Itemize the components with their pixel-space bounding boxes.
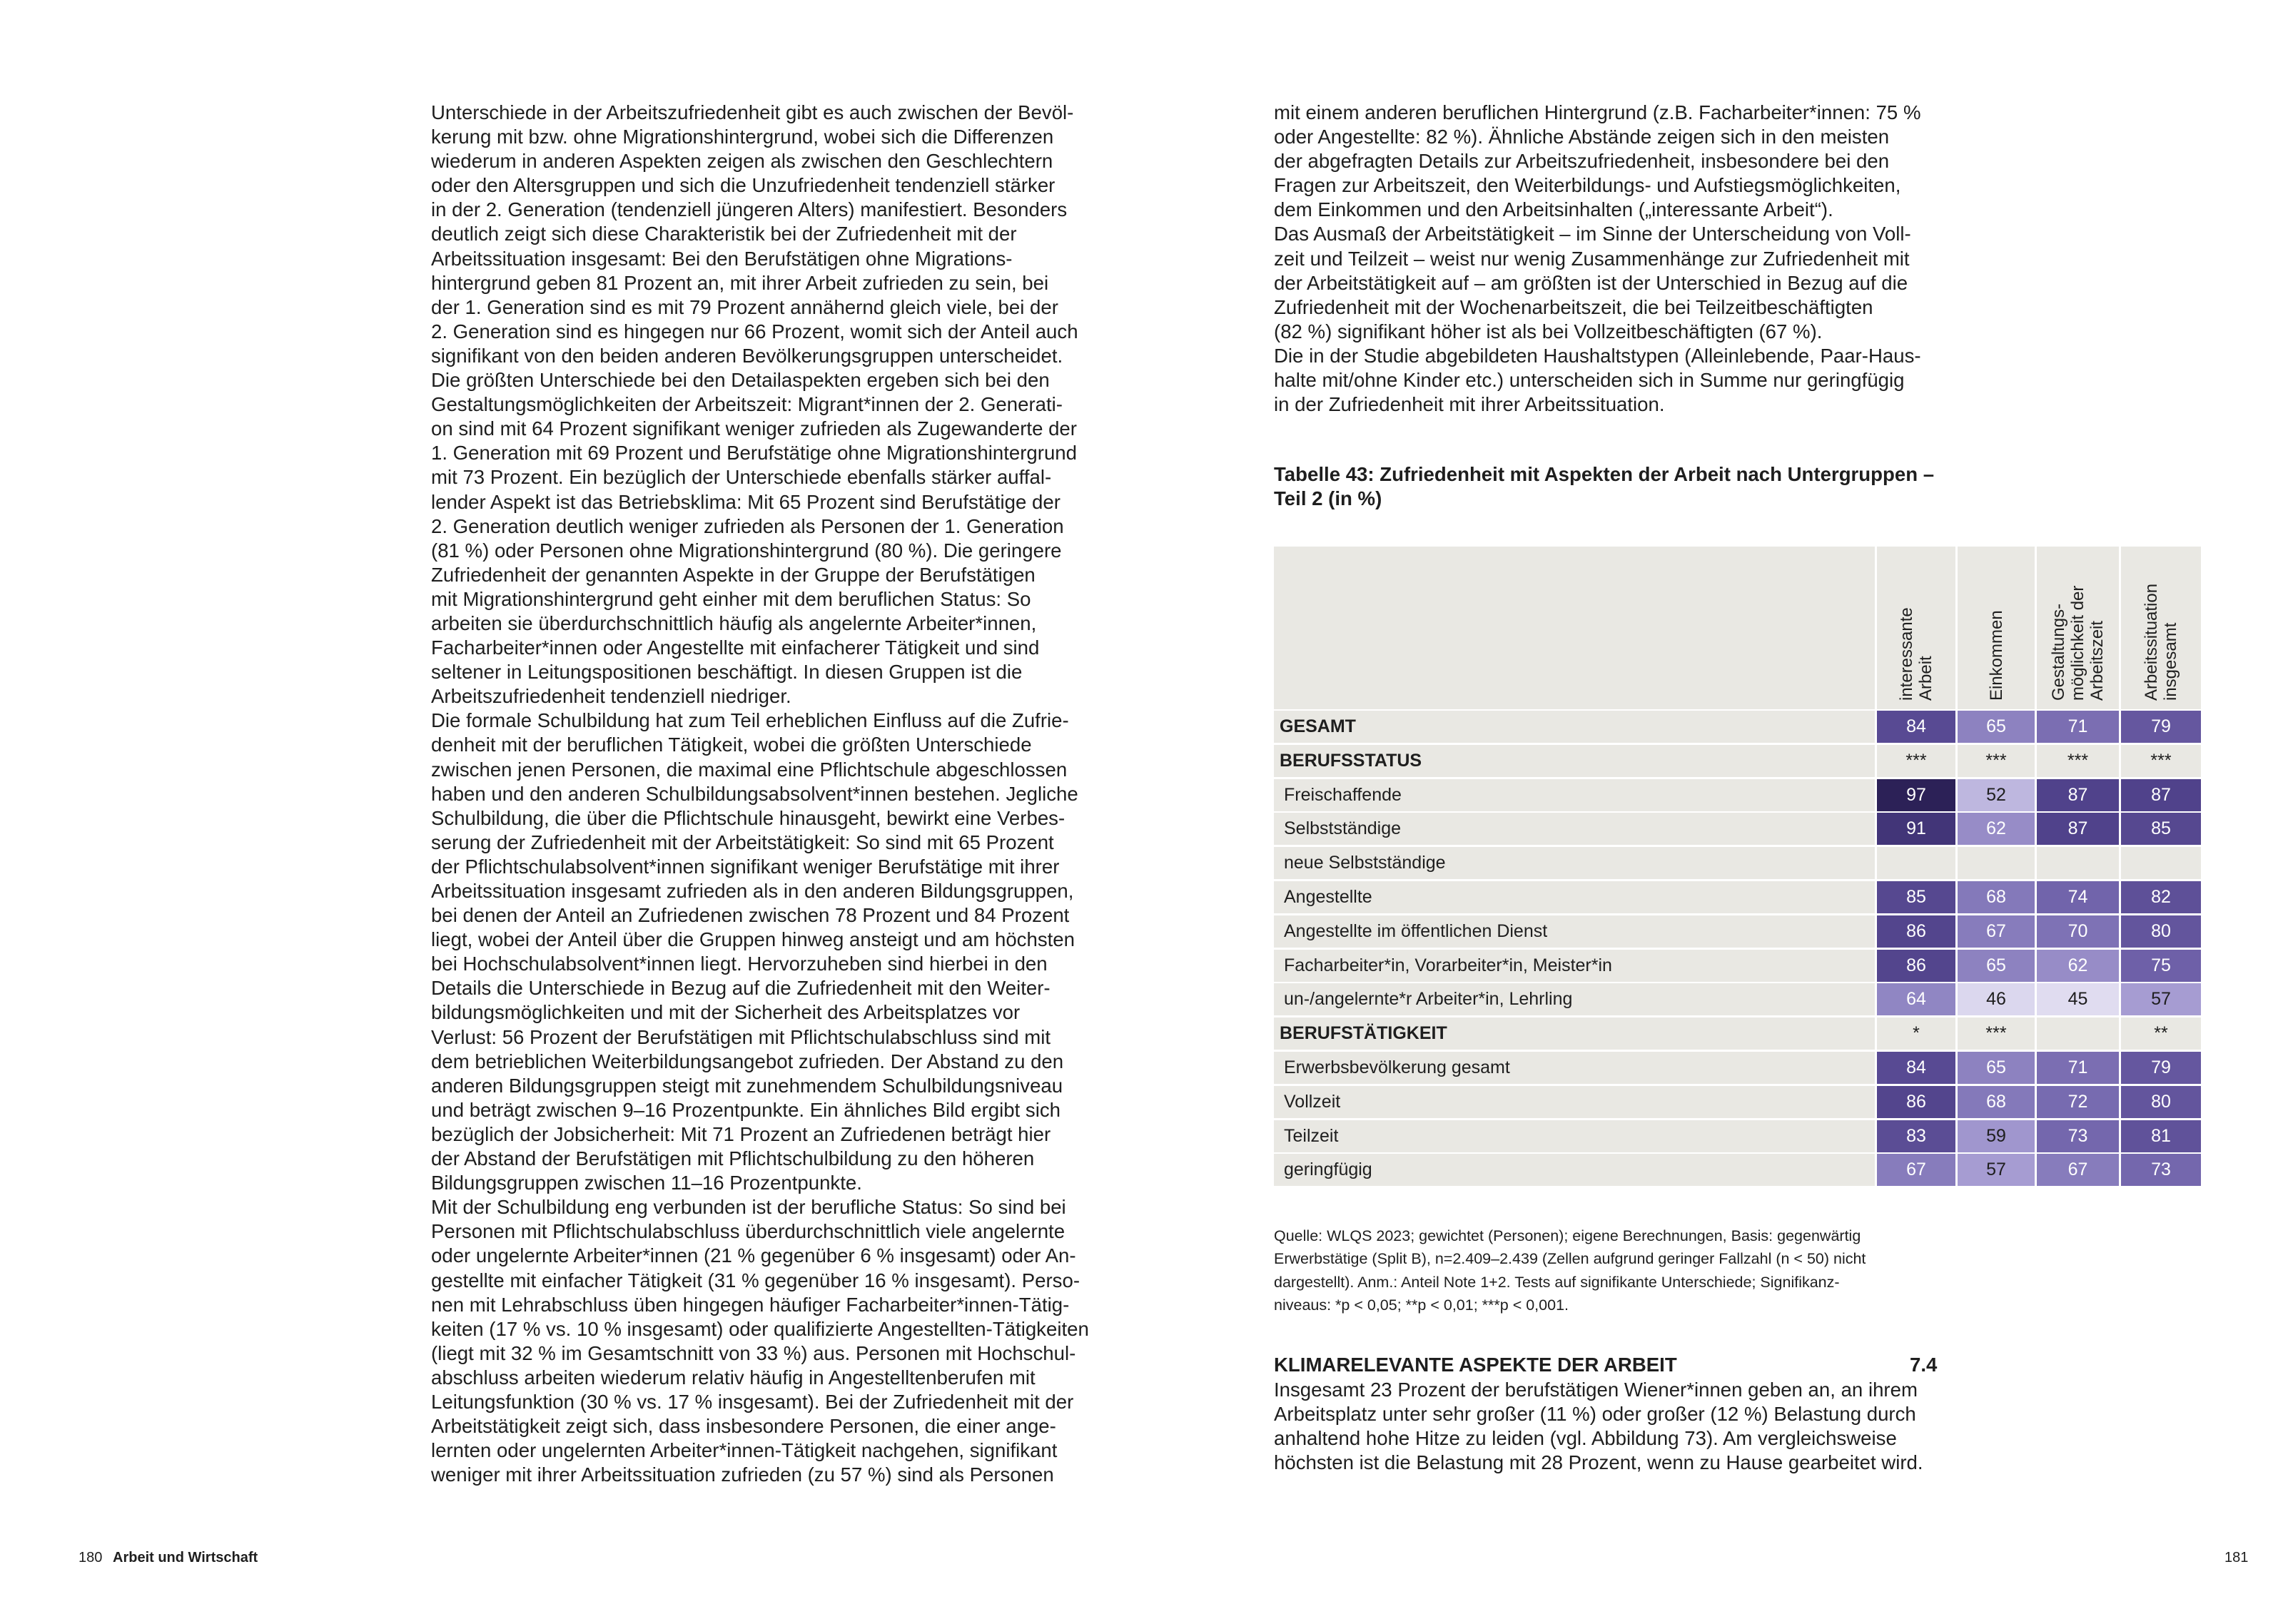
table-cell [1877, 950, 1955, 982]
cell-value: 82 [2151, 887, 2171, 907]
column-header-label [1897, 607, 1935, 701]
paragraph-line: der Abstand der Berufstätigen mit Pflichtschulbildung zu den höheren [431, 1147, 1035, 1170]
paragraph-line: on sind mit 64 Prozent signifikant weniger zufrieden als Zugewanderte der [431, 417, 1077, 440]
paragraph-line: gestellte mit einfacher Tätigkeit (31 % gegenüber 16 % insgesamt). Perso- [431, 1269, 1080, 1291]
paragraph-line: nen mit Lehrabschluss üben hingegen häufiger Facharbeiter*innen-Tätig- [431, 1293, 1070, 1316]
table-cell [2037, 779, 2119, 811]
paragraph-line: halte mit/ohne Kinder etc.) unterscheiden sich in Summe nur geringfügig [1274, 369, 1905, 392]
cell-value: 46 [1986, 989, 2006, 1010]
cell-value: 87 [2067, 818, 2088, 839]
section-heading: KLIMARELEVANTE ASPEKTE DER ARBEIT [1274, 1354, 1677, 1376]
paragraph-line: wiederum in anderen Aspekten zeigen als zwischen den Geschlechtern [431, 150, 1053, 173]
row-label-text: Vollzeit [1284, 1091, 1341, 1112]
paragraph-line: Mit der Schulbildung eng verbunden ist der berufliche Status: So sind bei [431, 1196, 1066, 1219]
table-cell [1877, 1086, 1955, 1118]
table-cell [1958, 950, 2035, 982]
paragraph-line: Arbeitssituation insgesamt zufrieden als in den anderen Bildungsgruppen, [431, 880, 1074, 902]
paragraph-line: deutlich zeigt sich diese Charakteristik bei der Zufriedenheit mit der [431, 223, 1017, 245]
cell-value: 73 [2067, 1125, 2088, 1146]
table-cell [1877, 1017, 1955, 1050]
table-cell [1877, 779, 1955, 811]
satisfaction-table [1274, 547, 2202, 1189]
paragraph-line: Leitungsfunktion (30 % vs. 17 % insgesamt). Bei der Zufriedenheit mit der [431, 1390, 1074, 1413]
cell-value: 97 [1906, 784, 1926, 805]
cell-value: *** [1985, 750, 2007, 771]
cell-value: 67 [1906, 1159, 1926, 1180]
table-cell [1877, 813, 1955, 845]
table-cell [1958, 711, 2035, 743]
table-cell [1958, 779, 2035, 811]
paragraph-line: Die in der Studie abgebildeten Haushaltstypen (Alleinlebende, Paar-Haus- [1274, 344, 1921, 367]
cell-value: 91 [1906, 818, 1926, 839]
table-row-label [1274, 950, 1875, 982]
table-header-blank [1274, 547, 1875, 709]
cell-value: 87 [2067, 784, 2088, 805]
cell-value: *** [2150, 750, 2172, 771]
paragraph-line: Das Ausmaß der Arbeitstätigkeit – im Sinne der Unterscheidung von Voll- [1274, 223, 1911, 245]
table-cell [2121, 847, 2201, 879]
paragraph-line: hintergrund geben 81 Prozent an, mit ihrer Arbeit zufrieden zu sein, bei [431, 271, 1049, 294]
row-label-text: neue Selbstständige [1284, 853, 1446, 873]
table-cell [2037, 1086, 2119, 1118]
cell-value: 79 [2151, 1057, 2171, 1077]
paragraph-line: der abgefragten Details zur Arbeitszufriedenheit, insbesondere bei den [1274, 150, 1890, 173]
table-cell [1958, 1154, 2035, 1186]
paragraph-line: lender Aspekt ist das Betriebsklima: Mit 65 Prozent sind Berufstätige der [431, 490, 1061, 513]
paragraph-line: dem betrieblichen Weiterbildungsangebot zufrieden. Der Abstand zu den [431, 1050, 1064, 1072]
cell-value: 65 [1986, 716, 2006, 736]
table-row-label [1274, 779, 1875, 811]
paragraph-line: Facharbeiter*innen oder Angestellte mit einfacherer Tätigkeit und sind [431, 636, 1040, 659]
paragraph-line: zeit und Teilzeit – weist nur wenig Zusammenhänge zur Zufriedenheit mit [1274, 247, 1910, 270]
table-cell [1877, 745, 1955, 777]
paragraph-line: Die formale Schulbildung hat zum Teil erheblichen Einfluss auf die Zufrie- [431, 709, 1069, 732]
table-cell [1958, 881, 2035, 913]
table-row-label [1274, 813, 1875, 845]
row-label-text: Selbstständige [1284, 818, 1402, 839]
table-cell [1958, 1017, 2035, 1050]
table-cell [2037, 711, 2119, 743]
table-column-header [1958, 547, 2035, 709]
cell-value: * [1913, 1023, 1920, 1044]
table-cell [2121, 779, 2201, 811]
column-header-line: Einkommen [1987, 610, 2006, 701]
table-cell [2121, 915, 2201, 948]
right-text-column [1274, 101, 1921, 417]
cell-value: 68 [1986, 1091, 2006, 1112]
paragraph-line: Zufriedenheit der genannten Aspekte in der Gruppe der Berufstätigen [431, 563, 1036, 586]
paragraph-line: zwischen jenen Personen, die maximal eine Pflichtschule abgeschlossen [431, 758, 1068, 781]
cell-value: 74 [2067, 887, 2088, 907]
paragraph-line: Die größten Unterschiede bei den Detailaspekten ergeben sich bei den [431, 369, 1050, 392]
cell-value: 52 [1986, 784, 2006, 805]
paragraph-line: der Pflichtschulabsolvent*innen signifikant weniger Berufstätige mit ihrer [431, 855, 1060, 878]
cell-value: 59 [1986, 1125, 2006, 1146]
paragraph-line: mit Migrationshintergrund geht einher mit dem beruflichen Status: So [431, 587, 1031, 610]
table-cell [2121, 1052, 2201, 1084]
table-cell [2121, 950, 2201, 982]
cell-value: 80 [2151, 920, 2171, 941]
paragraph-line: abschluss arbeiten wiederum relativ häufig in Angestelltenberufen mit [431, 1366, 1036, 1389]
table-cell [2037, 950, 2119, 982]
cell-value: 83 [1906, 1125, 1926, 1146]
paragraph-line: Personen mit Pflichtschulabschluss überdurchschnittlich viele angelernte [431, 1220, 1065, 1243]
table-cell [2037, 745, 2119, 777]
table-cell [1958, 1052, 2035, 1084]
paragraph-line: der 1. Generation sind es mit 79 Prozent annähernd gleich viele, bei der [431, 295, 1058, 318]
section-number: 7.4 [1910, 1354, 1938, 1376]
table-cell [2037, 1017, 2119, 1050]
paragraph-line: haben und den anderen Schulbildungsabsolvent*innen bestehen. Jegliche [431, 782, 1078, 805]
table-cell [1877, 983, 1955, 1015]
paragraph-line: in der Zufriedenheit mit ihrer Arbeitssituation. [1274, 393, 1665, 416]
cell-value: 71 [2067, 1057, 2088, 1077]
cell-value: 65 [1986, 1057, 2006, 1077]
table-cell [1877, 1052, 1955, 1084]
cell-value: 57 [1986, 1159, 2006, 1180]
table-cell [2037, 881, 2119, 913]
column-header-line: insgesamt [2161, 622, 2180, 701]
paragraph-line: lernten oder ungelernten Arbeiter*innen-Tätigkeit nachgehen, signifikant [431, 1439, 1058, 1462]
paragraph-line: Insgesamt 23 Prozent der berufstätigen Wiener*innen geben an, an ihrem [1274, 1379, 1918, 1401]
table-cell [2121, 1154, 2201, 1186]
table-cell [1877, 847, 1955, 879]
paragraph-line: 2. Generation sind es hingegen nur 66 Prozent, womit sich der Anteil auch [431, 320, 1078, 342]
table-cell [2037, 847, 2119, 879]
paragraph-line: oder den Altersgruppen und sich die Unzufriedenheit tendenziell stärker [431, 174, 1056, 197]
table-cell [1877, 915, 1955, 948]
table-group-row-label [1274, 1017, 1875, 1050]
table-cell [2121, 1086, 2201, 1118]
paragraph-line: Arbeitstätigkeit zeigt sich, dass insbesondere Personen, die einer ange- [431, 1415, 1056, 1438]
table-cell [1958, 847, 2035, 879]
paragraph-line: oder Angestellte: 82 %). Ähnliche Abstände zeigen sich in den meisten [1274, 126, 1890, 148]
column-header-label [1987, 610, 2006, 701]
cell-value: 72 [2067, 1091, 2088, 1112]
table-title [1274, 462, 1935, 511]
row-label-text: BERUFSTÄTIGKEIT [1280, 1023, 1447, 1044]
cell-value: 71 [2067, 716, 2088, 736]
table-cell [2121, 1017, 2201, 1050]
cell-value: *** [2067, 750, 2089, 771]
paragraph-line: bei denen der Anteil an Zufriedenen zwischen 78 Prozent und 84 Prozent [431, 904, 1070, 927]
paragraph-line: (82 %) signifikant höher ist als bei Vollzeitbeschäftigten (67 %). [1274, 320, 1823, 342]
table-row-label [1274, 847, 1875, 879]
table-cell [2121, 745, 2201, 777]
section-paragraph [1274, 1378, 1923, 1475]
paragraph-line: Gestaltungsmöglichkeiten der Arbeitszeit: Migrant*innen der 2. Generati- [431, 393, 1063, 416]
paragraph-line: bezüglich der Jobsicherheit: Mit 71 Prozent an Zufriedenen beträgt hier [431, 1122, 1051, 1145]
table-cell [2037, 1120, 2119, 1152]
left-running-title: Arbeit und Wirtschaft [113, 1550, 258, 1565]
paragraph-line: der Arbeitstätigkeit auf – am größten ist der Unterschied in Bezug auf die [1274, 271, 1908, 294]
cell-value: 86 [1906, 920, 1926, 941]
cell-value: 85 [2151, 818, 2171, 839]
table-cell [1958, 1120, 2035, 1152]
table-cell [1877, 881, 1955, 913]
paragraph-line: 2. Generation deutlich weniger zufrieden als Personen der 1. Generation [431, 514, 1064, 537]
cell-value: 85 [1906, 887, 1926, 907]
paragraph-line: Arbeitssituation insgesamt: Bei den Berufstätigen ohne Migrations- [431, 247, 1013, 270]
table-column-header [2121, 547, 2201, 709]
table-row-label [1274, 915, 1875, 948]
source-note [1274, 1224, 1866, 1316]
paragraph-line: bei Hochschulabsolvent*innen liegt. Hervorzuheben sind hierbei in den [431, 953, 1048, 975]
paragraph-line: Details die Unterschiede in Bezug auf die Zufriedenheit mit den Weiter- [431, 977, 1051, 1000]
column-header-line: Gestaltungs- [2049, 603, 2068, 701]
column-header-label [2049, 586, 2107, 701]
table-title-line-2: Teil 2 (in %) [1274, 487, 1382, 509]
table-cell [2121, 1120, 2201, 1152]
table-cell [1958, 983, 2035, 1015]
row-label-text: Teilzeit [1284, 1125, 1339, 1146]
table-column-header [1877, 547, 1955, 709]
paragraph-line: arbeiten sie überdurchschnittlich häufig als angelernte Arbeiter*innen, [431, 611, 1037, 634]
source-note-line: Erwerbstätige (Split B), n=2.409–2.439 (Zellen aufgrund geringer Fallzahl (n < 50) nicht [1274, 1250, 1866, 1268]
cell-value: 81 [2151, 1125, 2171, 1146]
left-page-number: 180 [79, 1550, 103, 1565]
table-cell [1877, 1120, 1955, 1152]
table-cell [1958, 745, 2035, 777]
cell-value: *** [1985, 1023, 2007, 1044]
left-text-column [431, 101, 1089, 1487]
row-label-text: un-/angelernte*r Arbeiter*in, Lehrling [1284, 989, 1573, 1010]
paragraph-line: in der 2. Generation (tendenziell jüngeren Alters) manifestiert. Besonders [431, 198, 1068, 221]
cell-value: 64 [1906, 989, 1926, 1010]
source-note-line: dargestellt). Anm.: Anteil Note 1+2. Tests auf signifikante Unterschiede; Signifikanz- [1274, 1273, 1840, 1291]
row-label-text: Erwerbsbevölkerung gesamt [1284, 1057, 1510, 1077]
table-cell [1958, 1086, 2035, 1118]
paragraph-line: oder ungelernte Arbeiter*innen (21 % gegenüber 6 % insgesamt) oder An- [431, 1244, 1076, 1267]
table-row-label [1274, 983, 1875, 1015]
paragraph-line: (81 %) oder Personen ohne Migrationshintergrund (80 %). Die geringere [431, 539, 1062, 562]
cell-value: 57 [2151, 989, 2171, 1010]
table-cell [2037, 1052, 2119, 1084]
right-page-number: 181 [2224, 1550, 2249, 1565]
paragraph-line: liegt, wobei der Anteil über die Gruppen hinweg ansteigt und am höchsten [431, 928, 1075, 951]
row-label-text: Freischaffende [1284, 784, 1402, 805]
paragraph-line: kerung mit bzw. ohne Migrationshintergrund, wobei sich die Differenzen [431, 126, 1054, 148]
row-label-text: Angestellte [1284, 887, 1372, 907]
paragraph-line: höchsten ist die Belastung mit 28 Prozent, wenn zu Hause gearbeitet wird. [1274, 1451, 1923, 1474]
paragraph-line: (liegt mit 32 % im Gesamtschnitt von 33 %) aus. Personen mit Hochschul- [431, 1341, 1076, 1364]
cell-value: 73 [2151, 1159, 2171, 1180]
table-cell [1877, 1154, 1955, 1186]
cell-value: 84 [1906, 716, 1926, 736]
cell-value: 86 [1906, 1091, 1926, 1112]
column-header-line: möglichkeit der [2068, 585, 2087, 701]
cell-value: ** [2154, 1023, 2168, 1044]
table-cell [2037, 1154, 2119, 1186]
table-title-line-1: Tabelle 43: Zufriedenheit mit Aspekten der Arbeit nach Untergruppen – [1274, 463, 1935, 485]
table-cell [2121, 881, 2201, 913]
table-group-row-label [1274, 711, 1875, 743]
table-cell [2037, 915, 2119, 948]
source-note-line: Quelle: WLQS 2023; gewichtet (Personen); eigene Berechnungen, Basis: gegenwärtig [1274, 1227, 1861, 1244]
cell-value: 70 [2067, 920, 2088, 941]
paragraph-line: und beträgt zwischen 9–16 Prozentpunkte. Ein ähnliches Bild ergibt sich [431, 1098, 1061, 1121]
row-label-text: geringfügig [1284, 1159, 1372, 1180]
cell-value: 75 [2151, 955, 2171, 975]
paragraph-line: Verlust: 56 Prozent der Berufstätigen mit Pflichtschulabschluss sind mit [431, 1025, 1051, 1048]
cell-value: 86 [1906, 955, 1926, 975]
table-row-label [1274, 881, 1875, 913]
paragraph-line: anderen Bildungsgruppen steigt mit zunehmendem Schulbildungsniveau [431, 1074, 1063, 1097]
cell-value: *** [1905, 750, 1927, 771]
cell-value: 67 [1986, 920, 2006, 941]
table-column-header [2037, 547, 2119, 709]
cell-value: 84 [1906, 1057, 1926, 1077]
paragraph-line: seltener in Leitungspositionen beschäftigt. In diesen Gruppen ist die [431, 661, 1023, 684]
source-note-line: niveaus: *p < 0,05; **p < 0,01; ***p < 0,001. [1274, 1296, 1569, 1314]
table-row-label [1274, 1120, 1875, 1152]
paragraph-line: weniger mit ihrer Arbeitssituation zufrieden (zu 57 %) sind als Personen [431, 1463, 1054, 1486]
cell-value: 79 [2151, 716, 2171, 736]
table-cell [1958, 813, 2035, 845]
column-header-line: Arbeit [1916, 656, 1935, 701]
paragraph-line: mit 73 Prozent. Ein bezüglich der Unterschiede ebenfalls stärker auffal- [431, 466, 1052, 489]
column-header-line: Arbeitszeit [2087, 620, 2107, 701]
cell-value: 68 [1986, 887, 2006, 907]
column-header-label [2142, 584, 2180, 701]
table-cell [2037, 983, 2119, 1015]
row-label-text: GESAMT [1280, 716, 1356, 736]
row-label-text: BERUFSSTATUS [1280, 750, 1422, 771]
paragraph-line: mit einem anderen beruflichen Hintergrund (z.B. Facharbeiter*innen: 75 % [1274, 101, 1921, 123]
paragraph-line: anhaltend hohe Hitze zu leiden (vgl. Abbildung 73). Am vergleichsweise [1274, 1427, 1897, 1450]
paragraph-line: serung der Zufriedenheit mit der Arbeitstätigkeit: So sind mit 65 Prozent [431, 831, 1054, 853]
paragraph-line: Fragen zur Arbeitszeit, den Weiterbildungs- und Aufstiegsmöglichkeiten, [1274, 174, 1901, 197]
cell-value: 87 [2151, 784, 2171, 805]
table-group-row-label [1274, 745, 1875, 777]
paragraph-line: 1. Generation mit 69 Prozent und Berufstätige ohne Migrationshintergrund [431, 442, 1078, 465]
table-cell [2121, 813, 2201, 845]
paragraph-line: bildungsmöglichkeiten und mit der Sicherheit des Arbeitsplatzes vor [431, 1001, 1021, 1024]
table-row-label [1274, 1154, 1875, 1186]
row-label-text: Angestellte im öffentlichen Dienst [1284, 920, 1548, 941]
paragraph-line: keiten (17 % vs. 10 % insgesamt) oder qualifizierte Angestellten-Tätigkeiten [431, 1317, 1089, 1340]
table-cell [1877, 711, 1955, 743]
paragraph-line: Unterschiede in der Arbeitszufriedenheit gibt es auch zwischen der Bevöl- [431, 101, 1074, 123]
paragraph-line: Bildungsgruppen zwischen 11–16 Prozentpunkte. [431, 1172, 862, 1194]
paragraph-line: Arbeitszufriedenheit tendenziell niedriger. [431, 685, 791, 708]
cell-value: 80 [2151, 1091, 2171, 1112]
column-header-line: Arbeitssituation [2142, 583, 2161, 701]
table-cell [2121, 711, 2201, 743]
table-row-label [1274, 1086, 1875, 1118]
paragraph-line: signifikant von den beiden anderen Bevölkerungsgruppen unterscheidet. [431, 344, 1063, 367]
cell-value: 45 [2067, 989, 2088, 1010]
paragraph-line: denheit mit der beruflichen Tätigkeit, wobei die größten Unterschiede [431, 734, 1032, 756]
cell-value: 67 [2067, 1159, 2088, 1180]
cell-value: 62 [1986, 818, 2006, 839]
paragraph-line: Zufriedenheit mit der Wochenarbeitszeit, die bei Teilzeitbeschäftigten [1274, 295, 1873, 318]
table-row-label [1274, 1052, 1875, 1084]
paragraph-line: Schulbildung, die über die Pflichtschule hinausgeht, bewirkt eine Verbes- [431, 806, 1065, 829]
column-header-line: interessante [1897, 607, 1916, 701]
table-cell [2037, 813, 2119, 845]
table-cell [1958, 915, 2035, 948]
paragraph-line: Arbeitsplatz unter sehr großer (11 %) oder großer (12 %) Belastung durch [1274, 1403, 1916, 1426]
paragraph-line: dem Einkommen und den Arbeitsinhalten („interessante Arbeit“). [1274, 198, 1833, 221]
cell-value: 65 [1986, 955, 2006, 975]
cell-value: 62 [2067, 955, 2088, 975]
row-label-text: Facharbeiter*in, Vorarbeiter*in, Meister*in [1284, 955, 1612, 975]
table-cell [2121, 983, 2201, 1015]
